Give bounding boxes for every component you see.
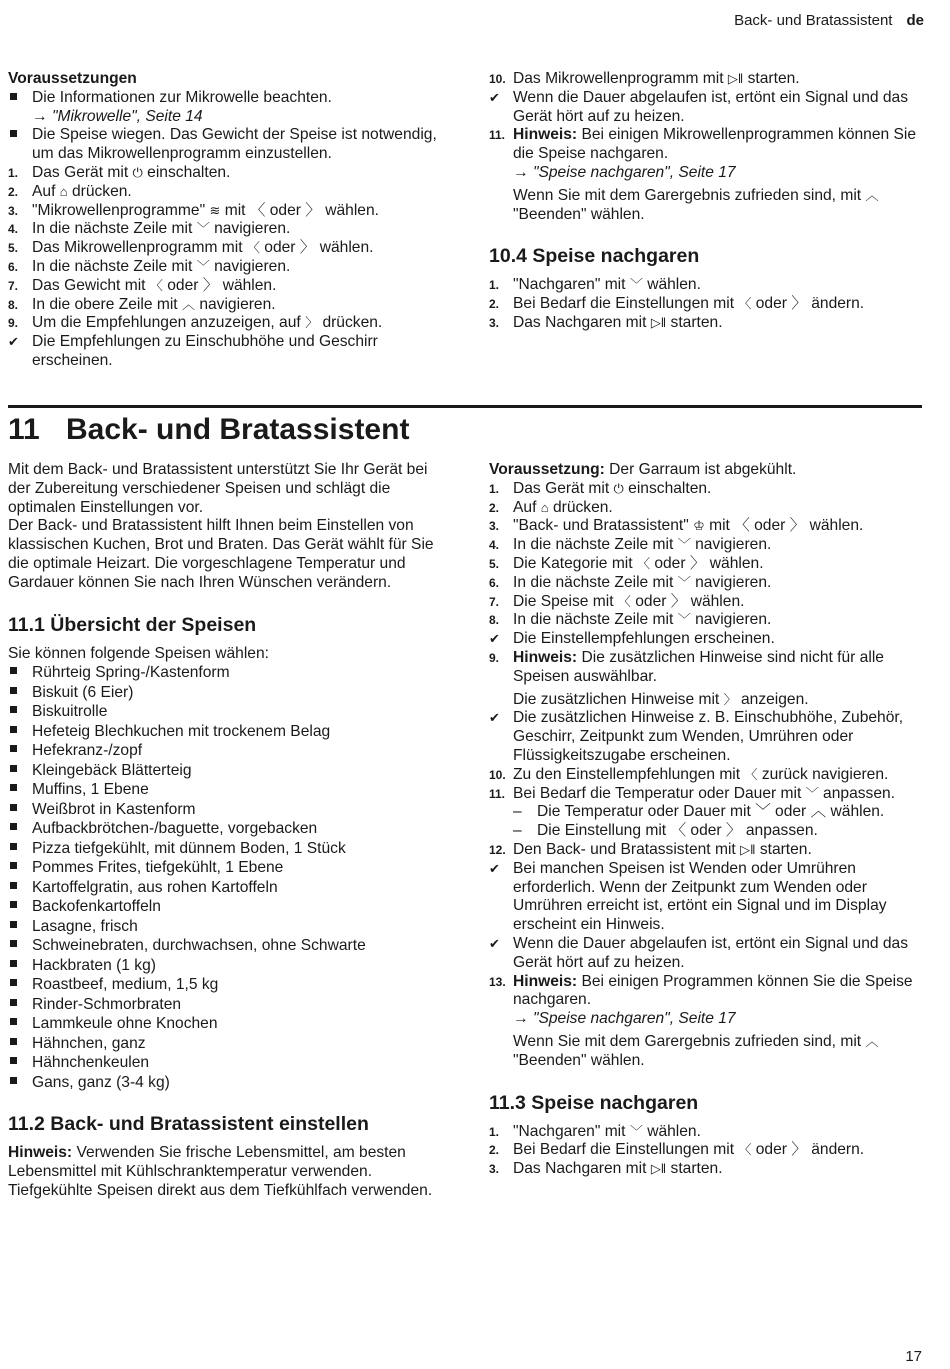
list-item: Lammkeule ohne Knochen — [8, 1014, 448, 1034]
list-item: Biskuitrolle — [8, 702, 448, 722]
step-icon: ﹀ — [629, 1123, 643, 1139]
result-item: ✔ Bei manchen Speisen ist Wenden oder Umrühren erforderlich. Wenn der Zeitpunkt zum Wenden oder Umrühren erreicht ist, ertönt ein Signal und im Display erscheint ein Hinweis. — [489, 859, 887, 934]
step-10: 10. Zu den Einstellempfehlungen mit 〈 zurück navigieren. — [489, 765, 889, 783]
hint-more: Die zusätzlichen Hinweise mit 〉 anzeigen. — [513, 690, 809, 708]
right-bottom-column — [489, 461, 929, 1179]
bullet-icon — [8, 1014, 32, 1034]
step-icon: ︿ — [181, 296, 195, 312]
dish-list — [8, 663, 448, 1092]
right-top-column — [489, 70, 929, 333]
bullet-icon — [8, 878, 32, 898]
step-icon: 〈 — [617, 593, 631, 609]
step-icon: ⌂ — [59, 183, 68, 199]
left-top-column — [8, 70, 448, 371]
step-icon: ﹀ — [196, 258, 210, 274]
step-icon: 〈 — [738, 296, 752, 312]
step-item: 1. Das Gerät mit ⏻ einschalten. — [489, 479, 712, 497]
step-icon: 〈 — [149, 277, 163, 293]
check-icon: ✔ — [489, 710, 500, 726]
step-list — [489, 480, 929, 630]
step-icon: ♔ — [693, 518, 705, 534]
step-13: 13. Hinweis: Bei einigen Programmen können Sie die Speise nachgaren. — [489, 972, 913, 1009]
bullet-icon — [8, 839, 32, 859]
result-item: ✔ Die zusätzlichen Hinweise z. B. Einschubhöhe, Zubehör, Geschirr, Zeitpunkt zum Wenden, Umrühren oder Flüssigkeitszugabe erscheinen. — [489, 709, 904, 764]
step-item: 3. "Back- und Bratassistent" ♔ mit 〈 oder 〉 wählen. — [489, 517, 864, 535]
sub-step: – Die Einstellung mit 〈 oder 〉 anpassen. — [513, 822, 818, 840]
prerequisites-heading: Voraussetzungen — [8, 70, 137, 87]
list-item: Biskuit (6 Eier) — [8, 683, 448, 703]
chapter-title: 11 Back- und Bratassistent — [8, 413, 410, 446]
list-item: Rinder-Schmorbraten — [8, 995, 448, 1015]
bullet-icon — [8, 858, 32, 878]
step-icon: ﹀ — [677, 574, 691, 590]
bullet-icon — [8, 89, 32, 108]
step-icon: ≋ — [209, 202, 221, 218]
step-item: 2. Auf ⌂ drücken. — [8, 182, 132, 200]
step-item: 8. In die obere Zeile mit ︿ navigieren. — [8, 295, 276, 313]
header-title: Back- und Bratassistent — [734, 12, 893, 29]
step-item: 5. Die Kategorie mit 〈 oder 〉 wählen. — [489, 554, 764, 572]
list-item: Aufbackbrötchen-/baguette, vorgebacken — [8, 819, 448, 839]
cross-reference[interactable]: → "Mikrowelle", Seite 14 — [32, 107, 203, 125]
list-item: Gans, ganz (3-4 kg) — [8, 1073, 448, 1093]
step-item: 3. "Mikrowellenprogramme" ≋ mit 〈 oder 〉 wählen. — [8, 201, 379, 219]
language-code: de — [906, 12, 924, 29]
cross-reference[interactable]: → "Speise nachgaren", Seite 17 — [513, 163, 736, 181]
step-icon: 〈 — [636, 555, 650, 571]
step-10 — [489, 70, 929, 89]
chevron-left-icon: 〈 — [744, 766, 758, 782]
list-item: Hefeteig Blechkuchen mit trockenem Belag — [8, 722, 448, 742]
start-stop-icon: ▷‖ — [727, 71, 744, 86]
check-icon: ✔ — [489, 935, 500, 951]
left-bottom-column — [8, 461, 448, 1201]
bullet-icon — [8, 897, 32, 917]
bullet-icon — [8, 975, 32, 995]
dish-intro: Sie können folgende Speisen wählen: — [8, 644, 269, 662]
section-title-10-4: 10.4 Speise nachgaren — [489, 245, 700, 268]
step-item: 3. Das Nachgaren mit ▷‖ starten. — [489, 313, 723, 331]
prerequisite: Voraussetzung: Der Garraum ist abgekühlt. — [489, 461, 797, 478]
step-item: 6. In die nächste Zeile mit ﹀ navigieren. — [489, 573, 772, 591]
bullet-icon — [8, 936, 32, 956]
bullet-icon — [8, 995, 32, 1015]
bullet-icon — [8, 761, 32, 781]
list-item: Muffins, 1 Ebene — [8, 780, 448, 800]
list-item: Die Speise wiegen. Das Gewicht der Speise ist notwendig, um das Mikrowellenprogramm einzustellen. — [8, 126, 448, 164]
list-item: Hackbraten (1 kg) — [8, 956, 448, 976]
bullet-icon — [8, 663, 32, 683]
finish-note: Wenn Sie mit dem Garergebnis zufrieden sind, mit ︿ "Beenden" wählen. — [513, 1032, 879, 1069]
list-item: Lasagne, frisch — [8, 917, 448, 937]
section-title-11-1: 11.1 Übersicht der Speisen — [8, 613, 257, 636]
bullet-icon — [8, 917, 32, 937]
step-list — [8, 164, 448, 333]
step-item: 10. Das Mikrowellenprogramm mit ▷‖ starten. — [489, 70, 800, 87]
bullet-icon — [8, 780, 32, 800]
chevron-down-icon: ﹀ — [805, 785, 819, 801]
result-item: ✔ Die Einstellempfehlungen erscheinen. — [489, 630, 775, 648]
step-item: 1. "Nachgaren" mit ﹀ wählen. — [489, 276, 701, 294]
step-icon: ▷‖ — [650, 1161, 667, 1177]
intro-paragraph: Mit dem Back- und Bratassistent unterstützt Sie Ihr Gerät bei der Zubereitung verschiedener Speisen und schlägt die optimalen Einstellungen vor. — [8, 461, 428, 516]
step-item: 5. Das Mikrowellenprogramm mit 〈 oder 〉 wählen. — [8, 239, 374, 257]
bullet-icon — [8, 800, 32, 820]
list-item: Weißbrot in Kastenform — [8, 800, 448, 820]
bullet-icon — [8, 683, 32, 703]
chevron-up-icon: ︿ — [865, 1033, 879, 1049]
result-item: ✔ Wenn die Dauer abgelaufen ist, ertönt ein Signal und das Gerät hört auf zu heizen. — [489, 88, 909, 125]
bullet-icon — [8, 819, 32, 839]
list-item: Rührteig Spring-/Kastenform — [8, 663, 448, 683]
step-item: 4. In die nächste Zeile mit ﹀ navigieren. — [8, 220, 291, 238]
intro-paragraph: Der Back- und Bratassistent hilft Ihnen beim Einstellen von klassischen Kuchen, Brot und Braten. Das Gerät wählt für Sie die optimale Heizart. Die vorgeschlagene Temperatur und Gardauer können Sie nach Ihren Wünschen verändern. — [8, 517, 434, 591]
result-item: ✔ Die Empfehlungen zu Einschubhöhe und Geschirr erscheinen. — [8, 333, 378, 369]
section-title-11-3: 11.3 Speise nachgaren — [489, 1091, 699, 1114]
bullet-icon — [8, 1073, 32, 1093]
cross-reference[interactable]: → "Speise nachgaren", Seite 17 — [513, 1010, 736, 1028]
step-item: 2. Bei Bedarf die Einstellungen mit 〈 oder 〉 ändern. — [489, 295, 865, 313]
list-item: Backofenkartoffeln — [8, 897, 448, 917]
step-12: 12. Den Back- und Bratassistent mit ▷‖ starten. — [489, 840, 812, 858]
chevron-right-icon: 〉 — [723, 691, 737, 707]
step-list — [489, 276, 929, 332]
bullet-icon — [8, 702, 32, 722]
list-item: Kartoffelgratin, aus rohen Kartoffeln — [8, 878, 448, 898]
step-icon: 〈 — [246, 240, 260, 256]
list-item: Kleingebäck Blätterteig — [8, 761, 448, 781]
step-icon: 〈 — [738, 1142, 752, 1158]
check-icon: ✔ — [8, 334, 19, 350]
finish-note: Wenn Sie mit dem Garergebnis zufrieden sind, mit ︿ "Beenden" wählen. — [513, 186, 879, 223]
step-item: 4. In die nächste Zeile mit ﹀ navigieren. — [489, 536, 772, 554]
step-item: 7. Die Speise mit 〈 oder 〉 wählen. — [489, 592, 745, 610]
step-icon: 〉 — [305, 315, 319, 331]
step-item: 1. "Nachgaren" mit ﹀ wählen. — [489, 1122, 701, 1140]
list-item: Hefekranz-/zopf — [8, 741, 448, 761]
list-item: Die Informationen zur Mikrowelle beachten. — [8, 89, 448, 108]
check-icon: ✔ — [489, 631, 500, 647]
step-list — [489, 1123, 929, 1179]
list-item: Hähnchen, ganz — [8, 1034, 448, 1054]
step-item: 2. Auf ⌂ drücken. — [489, 498, 613, 516]
step-item: 6. In die nächste Zeile mit ﹀ navigieren. — [8, 257, 291, 275]
step-icon: ﹀ — [677, 612, 691, 628]
section-title-11-2: 11.2 Back- und Bratassistent einstellen — [8, 1113, 369, 1136]
step-item: 9. Um die Empfehlungen anzuzeigen, auf 〉 drücken. — [8, 314, 383, 332]
bullet-icon — [8, 741, 32, 761]
step-item: 3. Das Nachgaren mit ▷‖ starten. — [489, 1160, 723, 1178]
step-icon: ﹀ — [677, 537, 691, 553]
hint-paragraph: Hinweis: Verwenden Sie frische Lebensmittel, am besten Lebensmittel mit Kühlschranktemperatur verwenden. Tiefgekühlte Speisen direkt aus dem Tiefkühlfach verwenden. — [8, 1144, 433, 1199]
list-item: Pizza tiefgekühlt, mit dünnem Boden, 1 Stück — [8, 839, 448, 859]
step-icon: ﹀ — [629, 277, 643, 293]
bullet-icon — [8, 956, 32, 976]
page-header — [734, 12, 924, 29]
list-item: Roastbeef, medium, 1,5 kg — [8, 975, 448, 995]
step-9: 9. Hinweis: Die zusätzlichen Hinweise sind nicht für alle Speisen auswählbar. — [489, 648, 884, 685]
start-stop-icon: ▷‖ — [740, 841, 756, 857]
step-icon: ﹀ — [196, 221, 210, 237]
chevron-up-icon: ︿ — [865, 187, 879, 203]
check-icon: ✔ — [489, 860, 500, 876]
step-icon: ▷‖ — [650, 314, 667, 330]
check-icon: ✔ — [489, 89, 500, 105]
page-number: 17 — [905, 1348, 922, 1365]
step-item: 8. In die nächste Zeile mit ﹀ navigieren. — [489, 611, 772, 629]
step-11: 11. Hinweis: Bei einigen Mikrowellenprogrammen können Sie die Speise nachgaren. — [489, 126, 917, 163]
list-item: Pommes Frites, tiefgekühlt, 1 Ebene — [8, 858, 448, 878]
step-icon: ⏻ — [613, 480, 624, 496]
chapter-divider — [8, 405, 922, 408]
step-item: 7. Das Gewicht mit 〈 oder 〉 wählen. — [8, 276, 277, 294]
list-item: Hähnchenkeulen — [8, 1053, 448, 1073]
step-icon: ⌂ — [540, 499, 549, 515]
step-item: 2. Bei Bedarf die Einstellungen mit 〈 oder 〉 ändern. — [489, 1141, 865, 1159]
step-item: 1. Das Gerät mit ⏻ einschalten. — [8, 163, 231, 181]
bullet-icon — [8, 126, 32, 145]
step-11: 11. Bei Bedarf die Temperatur oder Dauer mit ﹀ anpassen. — [489, 784, 896, 802]
bullet-icon — [8, 1053, 32, 1073]
bullet-icon — [8, 1034, 32, 1054]
bullet-icon — [8, 722, 32, 742]
step-icon: ⏻ — [132, 164, 143, 180]
list-item: Schweinebraten, durchwachsen, ohne Schwarte — [8, 936, 448, 956]
result-item: ✔ Wenn die Dauer abgelaufen ist, ertönt ein Signal und das Gerät hört auf zu heizen. — [489, 934, 909, 971]
sub-step: – Die Temperatur oder Dauer mit ﹀ oder ︿ wählen. — [513, 803, 885, 821]
